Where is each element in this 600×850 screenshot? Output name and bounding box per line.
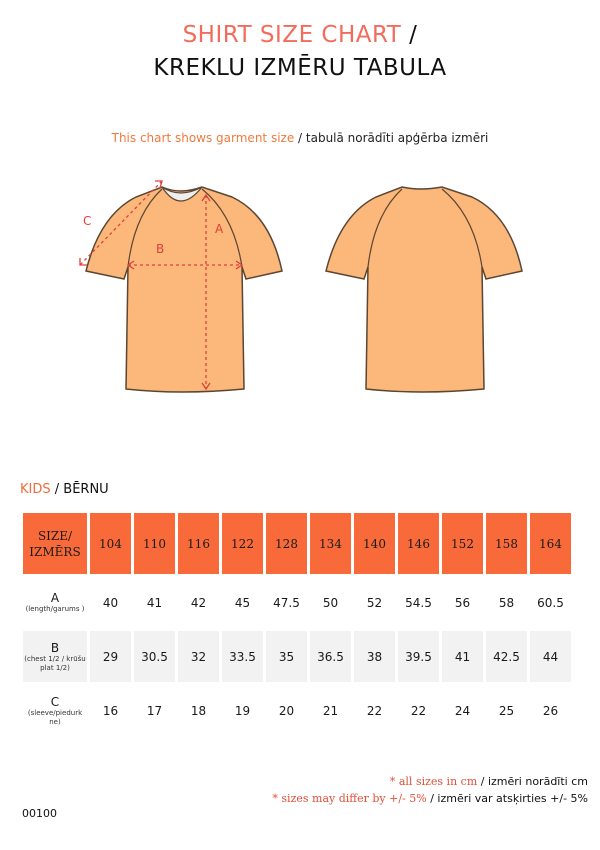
table-cell: 20 <box>266 685 307 736</box>
table-cell: 26 <box>530 685 571 736</box>
table-cell: 44 <box>530 631 571 682</box>
table-cell: 42 <box>178 577 219 628</box>
table-cell: 38 <box>354 631 395 682</box>
table-cell: 18 <box>178 685 219 736</box>
size-cell: 164 <box>530 513 571 574</box>
section-separator: / <box>50 482 64 497</box>
table-cell: 40 <box>90 577 131 628</box>
table-cell: 33.5 <box>222 631 263 682</box>
table-cell: 52 <box>354 577 395 628</box>
size-header-row <box>23 513 571 574</box>
subtitle-separator: / <box>294 131 306 145</box>
table-cell: 16 <box>90 685 131 736</box>
front-shirt-diagram <box>70 175 290 405</box>
size-cell: 140 <box>354 513 395 574</box>
footnote-star: * <box>272 792 282 805</box>
footnotes <box>272 773 588 807</box>
footnote-star: * <box>389 775 399 788</box>
footnote-tolerance-lv: / izmēri var atsķirties +/- 5% <box>426 792 588 805</box>
row-label <box>23 577 87 628</box>
row-label-main: A <box>50 591 60 605</box>
table-cell: 25 <box>486 685 527 736</box>
size-cell: 158 <box>486 513 527 574</box>
table-cell: 17 <box>134 685 175 736</box>
footnote-units-lv: / izmēri norādīti cm <box>477 775 588 788</box>
size-cell: 146 <box>398 513 439 574</box>
table-row-a <box>23 577 571 628</box>
size-table <box>20 510 574 739</box>
row-label-sub: (sleeve/piedurk ne) <box>27 708 83 726</box>
table-cell: 56 <box>442 577 483 628</box>
row-label <box>23 685 87 736</box>
product-code: 00100 <box>22 807 57 820</box>
table-row-c <box>23 685 571 736</box>
size-cell: 110 <box>134 513 175 574</box>
row-label-sub: (chest 1/2 / krūšu plat 1/2) <box>24 654 86 672</box>
table-cell: 54.5 <box>398 577 439 628</box>
section-label-en: KIDS <box>20 482 51 497</box>
title-en: SHIRT SIZE CHART <box>182 22 402 48</box>
size-header-label <box>23 513 87 574</box>
size-header-line2: IZMĒRS <box>29 544 81 559</box>
footnote-units-en: all sizes in cm <box>398 775 478 788</box>
table-cell: 24 <box>442 685 483 736</box>
section-heading <box>20 482 109 497</box>
table-cell: 19 <box>222 685 263 736</box>
page-title-lv: KREKLU IZMĒRU TABULA <box>153 55 447 81</box>
size-cell: 128 <box>266 513 307 574</box>
footnote-tolerance <box>272 790 588 807</box>
table-cell: 30.5 <box>134 631 175 682</box>
label-b: B <box>156 242 165 256</box>
table-cell: 22 <box>398 685 439 736</box>
title-separator: / <box>401 22 418 48</box>
label-a: A <box>215 222 224 236</box>
page-title <box>0 22 600 48</box>
table-cell: 45 <box>222 577 263 628</box>
back-shirt-diagram <box>310 175 530 405</box>
table-cell: 60.5 <box>530 577 571 628</box>
footnote-units <box>272 773 588 790</box>
size-cell: 116 <box>178 513 219 574</box>
row-label-main: B <box>50 640 60 655</box>
row-label-sub: (length/garums ) <box>25 605 85 613</box>
size-header-line1: SIZE/ <box>37 528 73 543</box>
row-label-main: C <box>50 694 60 709</box>
table-cell: 47.5 <box>266 577 307 628</box>
table-row-b <box>23 631 571 682</box>
table-cell: 35 <box>266 631 307 682</box>
size-cell: 152 <box>442 513 483 574</box>
table-cell: 22 <box>354 685 395 736</box>
table-cell: 29 <box>90 631 131 682</box>
table-cell: 21 <box>310 685 351 736</box>
size-cell: 104 <box>90 513 131 574</box>
back-shirt-body <box>326 187 522 392</box>
size-cell: 134 <box>310 513 351 574</box>
front-shirt-body <box>86 187 282 392</box>
table-cell: 41 <box>134 577 175 628</box>
table-cell: 32 <box>178 631 219 682</box>
size-cell: 122 <box>222 513 263 574</box>
table-cell: 39.5 <box>398 631 439 682</box>
footnote-tolerance-en: sizes may differ by +/- 5% <box>281 792 427 805</box>
table-cell: 50 <box>310 577 351 628</box>
section-label-lv: BĒRNU <box>63 482 109 497</box>
table-cell: 58 <box>486 577 527 628</box>
row-label <box>23 631 87 682</box>
subtitle <box>0 131 600 145</box>
table-cell: 41 <box>442 631 483 682</box>
label-c: C <box>83 214 92 228</box>
subtitle-lv: tabulā norādīti apģērba izmēri <box>305 131 489 145</box>
table-cell: 36.5 <box>310 631 351 682</box>
subtitle-en: This chart shows garment size <box>111 131 295 145</box>
table-cell: 42.5 <box>486 631 527 682</box>
